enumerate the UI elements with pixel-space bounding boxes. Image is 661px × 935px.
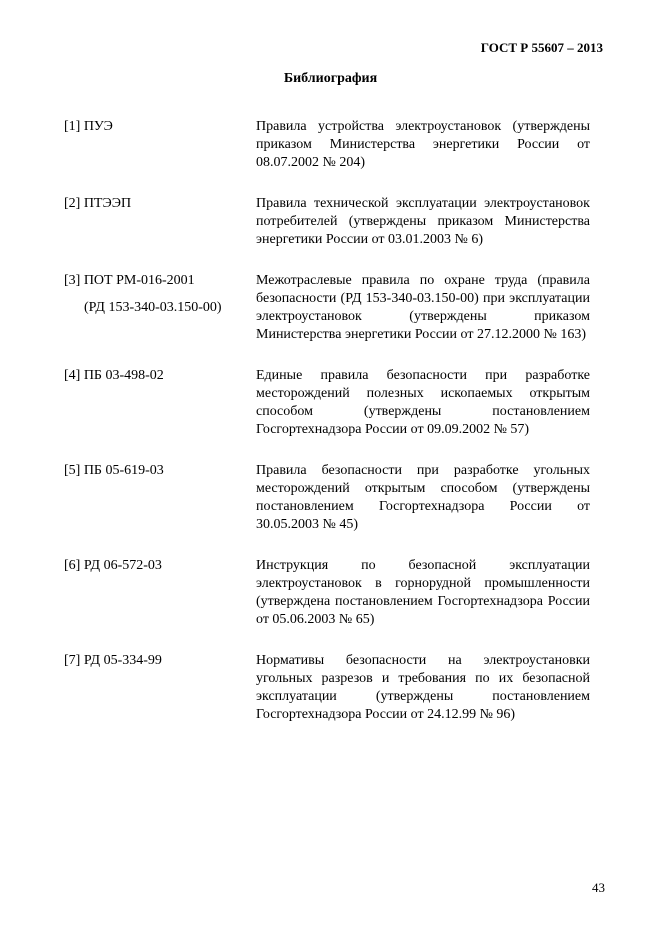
entry-reference bbox=[64, 462, 256, 534]
entry-reference bbox=[64, 557, 256, 629]
entry-reference-code: [4] ПБ 03-498-02 bbox=[64, 368, 164, 383]
entry-reference-code: [1] ПУЭ bbox=[64, 119, 113, 134]
entry-reference bbox=[64, 652, 256, 724]
bibliography-entry bbox=[64, 272, 590, 344]
entry-description: Единые правила безопасности при разработке месторождений полезных ископаемых открытым способом (утверждены постановлением Госгортехнадзора России от 09.09.2002 № 57) bbox=[256, 368, 590, 437]
entry-reference-code: [5] ПБ 05-619-03 bbox=[64, 463, 164, 478]
entry-reference-code: [6] РД 06-572-03 bbox=[64, 558, 162, 573]
bibliography-list bbox=[64, 118, 590, 747]
page-number: 43 bbox=[592, 880, 605, 895]
entry-reference bbox=[64, 367, 256, 439]
entry-reference bbox=[64, 272, 256, 344]
entry-reference-code: [7] РД 05-334-99 bbox=[64, 653, 162, 668]
entry-description: Межотраслевые правила по охране труда (правила безопасности (РД 153-340-03.150-00) при эксплуатации электроустановок (утверждены приказом Министерства энергетики России от 27.12.2000 № 163) bbox=[256, 273, 590, 342]
entry-description: Правила устройства электроустановок (утверждены приказом Министерства энергетики России от 08.07.2002 № 204) bbox=[256, 119, 590, 170]
bibliography-entry bbox=[64, 118, 590, 172]
bibliography-entry bbox=[64, 652, 590, 724]
entry-description: Правила безопасности при разработке угольных месторождений открытым способом (утверждены постановлением Госгортехнадзора России от 30.05.2003 № 45) bbox=[256, 463, 590, 532]
entry-reference-code: [2] ПТЭЭП bbox=[64, 196, 132, 211]
bibliography-entry bbox=[64, 462, 590, 534]
entry-reference bbox=[64, 195, 256, 249]
page-title: Библиография bbox=[283, 71, 378, 86]
entry-reference-alt-code: (РД 153-340-03.150-00) bbox=[84, 300, 222, 315]
entry-reference bbox=[64, 118, 256, 172]
entry-reference-code: [3] ПОТ РМ-016-2001 bbox=[64, 273, 195, 288]
entry-description: Нормативы безопасности на электроустановки угольных разрезов и требования по их безопасной эксплуатации (утверждены постановлением Госгортехнадзора России от 24.12.99 № 96) bbox=[256, 653, 590, 722]
bibliography-entry bbox=[64, 195, 590, 249]
entry-description: Инструкция по безопасной эксплуатации электроустановок в горнорудной промышленности (утверждена постановлением Госгортехнадзора России от 05.06.2003 № 65) bbox=[256, 558, 590, 627]
bibliography-entry bbox=[64, 557, 590, 629]
document-code-header: ГОСТ Р 55607 – 2013 bbox=[480, 40, 603, 55]
entry-description: Правила технической эксплуатации электроустановок потребителей (утверждены приказом Министерства энергетики России от 03.01.2003 № 6) bbox=[256, 196, 590, 247]
bibliography-entry bbox=[64, 367, 590, 439]
